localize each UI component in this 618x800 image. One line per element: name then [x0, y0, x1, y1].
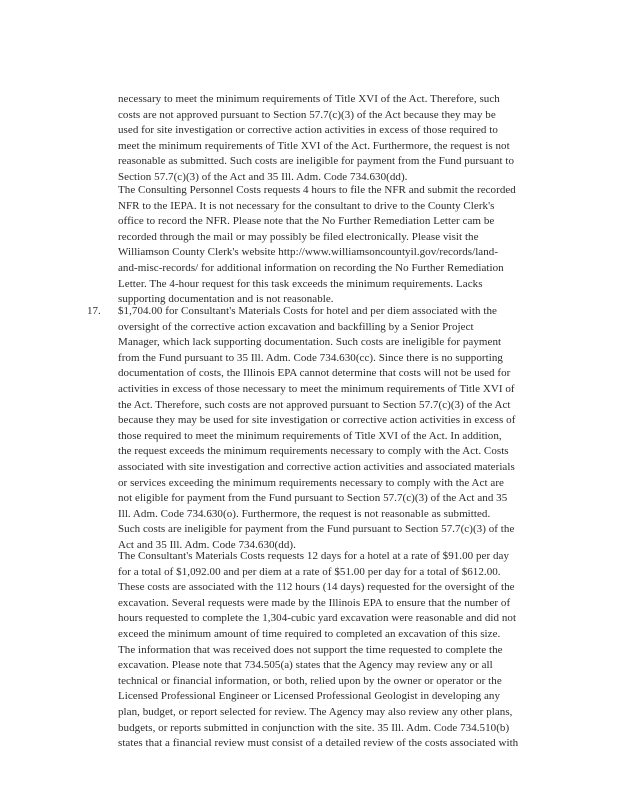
- text-line: Manager, which lack supporting documentation. Such costs are ineligible for payment: [118, 336, 502, 349]
- text-line: associated with site investigation and corrective action activities and associated materials: [118, 460, 515, 473]
- text-line: supporting documentation and is not reasonable.: [118, 293, 334, 306]
- text-line: NFR to the IEPA. It is not necessary for the consultant to drive to the County Clerk's: [118, 199, 495, 212]
- text-line: budgets, or reports submitted in conjunction with the site. 35 Ill. Adm. Code 734.510(b): [118, 721, 510, 734]
- text-line: for a total of $1,092.00 and per diem at a rate of $51.00 per day for a total of $612.00.: [118, 565, 501, 578]
- item-number: 17.: [87, 305, 101, 317]
- text-line: costs are not approved pursuant to Section 57.7(c)(3) of the Act because they may be: [118, 108, 496, 121]
- text-line: reasonable as submitted. Such costs are ineligible for payment from the Fund pursuant to: [118, 155, 515, 168]
- text-line: those required to meet the minimum requirements of Title XVI of the Act. In addition,: [118, 429, 502, 442]
- text-line: the request exceeds the minimum requirements necessary to comply with the Act. Costs: [118, 445, 509, 458]
- text-line: Such costs are ineligible for payment from the Fund pursuant to Section 57.7(c)(3) of the: [118, 523, 515, 536]
- text-line: exceed the minimum amount of time required to completed an excavation of this size.: [118, 627, 501, 640]
- text-line: or services exceeding the minimum requirements necessary to comply with the Act are: [118, 476, 504, 489]
- text-line: from the Fund pursuant to 35 Ill. Adm. Code 734.630(cc). Since there is no supporting: [118, 351, 503, 364]
- text-line: Section 57.7(c)(3) of the Act and 35 Ill. Adm. Code 734.630(dd).: [118, 170, 408, 183]
- text-line: the Act. Therefore, such costs are not approved pursuant to Section 57.7(c)(3) of the Act: [118, 398, 511, 411]
- paragraph-title-xvi-continuation: [118, 92, 544, 186]
- text-line: documentation of costs, the Illinois EPA cannot determine that costs will not be used for: [118, 367, 511, 380]
- text-line: $1,704.00 for Consultant's Materials Costs for hotel and per diem associated with the: [118, 305, 497, 317]
- text-line: Licensed Professional Engineer or Licensed Professional Geologist in developing any: [118, 690, 501, 703]
- text-line: Letter. The 4-hour request for this task exceeds the minimum requirements. Lacks: [118, 277, 483, 290]
- text-line: The Consulting Personnel Costs requests 4 hours to file the NFR and submit the recorded: [118, 184, 516, 196]
- paragraph-hotel-per-diem-details: [118, 549, 544, 752]
- text-line: used for site investigation or corrective action activities in excess of those required to: [118, 124, 498, 137]
- text-line: excavation. Please note that 734.505(a) states that the Agency may review any or all: [118, 659, 493, 672]
- text-line: and-misc-records/ for additional information on recording the No Further Remediation: [118, 261, 504, 274]
- text-line: These costs are associated with the 112 hours (14 days) requested for the oversight of the: [118, 581, 515, 594]
- text-line: states that a financial review must consist of a detailed review of the costs associated with: [118, 737, 519, 750]
- text-line: The Consultant's Materials Costs requests 12 days for a hotel at a rate of $91.00 per day: [118, 550, 510, 562]
- text-line: necessary to meet the minimum requirements of Title XVI of the Act. Therefore, such: [118, 93, 500, 105]
- text-line: oversight of the corrective action excavation and backfilling by a Senior Project: [118, 320, 474, 333]
- text-line: Williamson County Clerk's website http://www.williamsoncountyil.gov/records/land-: [118, 246, 499, 259]
- text-line: The information that was received does not support the time requested to complete the: [118, 643, 503, 656]
- text-line: not eligible for payment from the Fund pursuant to Section 57.7(c)(3) of the Act and 35: [118, 492, 508, 505]
- text-line: Act and 35 Ill. Adm. Code 734.630(dd).: [118, 538, 296, 551]
- text-line: office to record the NFR. Please note that the No Further Remediation Letter cam be: [118, 215, 495, 228]
- paragraph-consulting-personnel-costs: [118, 183, 544, 308]
- text-line: meet the minimum requirements of Title XVI of the Act. Furthermore, the request is not: [118, 139, 510, 152]
- text-line: plan, budget, or report selected for review. The Agency may also review any other plans,: [118, 705, 513, 718]
- text-line: because they may be used for site investigation or corrective action activities in excess of: [118, 414, 516, 427]
- text-line: recorded through the mail or may possibly be filed electronically. Please visit the: [118, 230, 479, 243]
- text-line: Ill. Adm. Code 734.630(o). Furthermore, the request is not reasonable as submitted.: [118, 507, 491, 520]
- text-line: activities in excess of those necessary to meet the minimum requirements of Title XVI of: [118, 382, 515, 395]
- text-line: excavation. Several requests were made by the Illinois EPA to ensure that the number of: [118, 596, 511, 609]
- text-line: hours requested to complete the 1,304-cubic yard excavation were reasonable and did not: [118, 612, 517, 625]
- paragraph-item-17-materials-costs: [118, 304, 544, 554]
- text-line: technical or financial information, or both, relied upon by the owner or operator or the: [118, 674, 502, 687]
